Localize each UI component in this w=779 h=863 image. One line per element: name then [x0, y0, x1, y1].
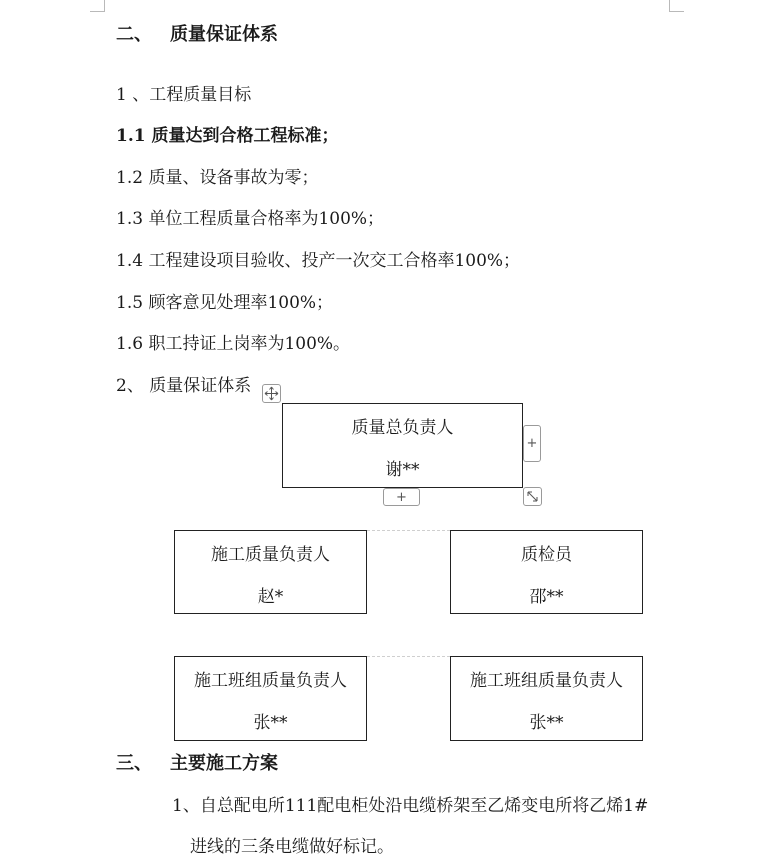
goal-number: 1.3	[116, 209, 144, 229]
goal-item-1-3	[116, 204, 384, 229]
goal-item-1-2	[116, 163, 318, 188]
org-name: 邵**	[529, 587, 564, 607]
section-heading-2	[116, 20, 278, 46]
org-box-mid-right[interactable]	[450, 530, 643, 614]
section-title: 主要施工方案	[170, 753, 278, 774]
org-name: 张**	[253, 713, 288, 733]
org-role: 施工质量负责人	[211, 545, 330, 565]
org-box-mid-left[interactable]	[174, 530, 367, 614]
move-handle-icon[interactable]	[262, 384, 281, 403]
goal-item-1-4	[116, 246, 520, 271]
goal-text: 工程建设项目验收、投产一次交工合格率100%；	[148, 251, 521, 271]
org-role: 质量总负责人	[351, 418, 454, 438]
system-heading: 2、 质量保证体系	[116, 376, 252, 396]
org-name: 张**	[529, 713, 564, 733]
add-shape-below-button[interactable]: +	[383, 488, 420, 506]
goal-number: 1.4	[116, 251, 144, 271]
goal-item-1-5	[116, 288, 333, 313]
goal-text: 质量达到合格工程标准；	[151, 126, 339, 146]
connector-dashed-line	[367, 530, 450, 531]
goal-item-1-6	[116, 329, 350, 354]
org-role: 施工班组质量负责人	[470, 671, 623, 691]
goal-number: 1.6	[116, 334, 144, 354]
goals-heading: 1 、工程质量目标	[116, 85, 252, 105]
resize-handle-icon[interactable]	[523, 487, 542, 506]
goal-item-1-1	[116, 121, 339, 146]
goal-text: 单位工程质量合格率为100%；	[148, 209, 385, 229]
org-name: 赵*	[257, 587, 284, 607]
section3-paragraph-line-1: 1、自总配电所111配电柜处沿电缆桥架至乙烯变电所将乙烯1#	[172, 796, 649, 816]
page-corner-mark-left	[90, 0, 105, 12]
goal-text: 质量、设备事故为零；	[148, 168, 319, 188]
org-box-top[interactable]	[282, 403, 523, 488]
goal-text: 职工持证上岗率为100%。	[148, 334, 351, 354]
section-title: 质量保证体系	[170, 24, 278, 45]
org-box-bottom-right[interactable]	[450, 656, 643, 741]
page-corner-mark-right	[669, 0, 684, 12]
org-box-bottom-left[interactable]	[174, 656, 367, 741]
org-name: 谢**	[385, 460, 420, 480]
goal-number: 1.5	[116, 293, 144, 313]
move-arrows-icon	[264, 386, 279, 401]
add-shape-right-button[interactable]: +	[523, 425, 541, 462]
goal-number: 1.2	[116, 168, 144, 188]
section3-paragraph-line-2: 进线的三条电缆做好标记。	[190, 837, 394, 857]
goal-number: 1.1	[116, 126, 146, 146]
connector-dashed-line	[367, 656, 450, 657]
diagonal-resize-icon	[526, 490, 539, 503]
org-role: 施工班组质量负责人	[194, 671, 347, 691]
section-number: 三、	[116, 753, 152, 774]
section-number: 二、	[116, 24, 152, 45]
section-heading-3	[116, 749, 278, 775]
goal-text: 顾客意见处理率100%；	[148, 293, 334, 313]
org-role: 质检员	[521, 545, 572, 565]
